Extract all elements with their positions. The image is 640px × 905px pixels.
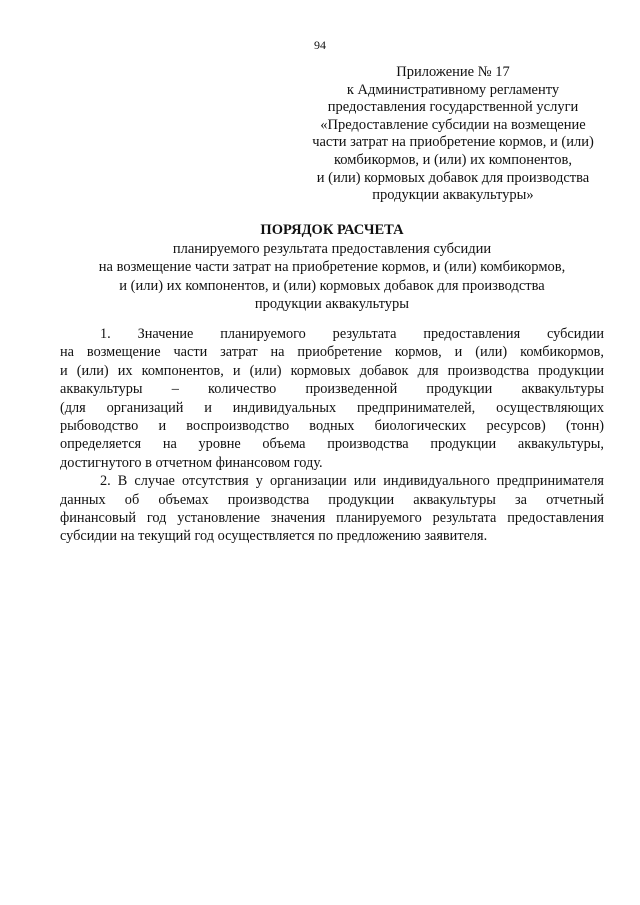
document-title: ПОРЯДОК РАСЧЕТА (260, 222, 404, 238)
paragraph-line: рыбоводство и воспроизводство водных биологических ресурсов) (тонн) (60, 418, 604, 435)
paragraph-line: данных об объемах производства продукции аквакультуры за отчетный (60, 491, 604, 508)
subtitle-line: на возмещение части затрат на приобретение кормов, и (или) комбикормов, (98, 259, 566, 276)
paragraph-line: и (или) их компонентов, и (или) кормовых добавок для производства продукции (60, 362, 604, 379)
subtitle-line: планируемого результата предоставления субсидии (172, 241, 492, 257)
paragraph-2 (60, 472, 604, 546)
document-subtitle (60, 240, 604, 313)
paragraph-line: финансовый год установление значения планируемого результата предоставления (60, 510, 604, 527)
appendix-line: к Административному регламенту (346, 81, 560, 98)
title-block (60, 221, 604, 313)
appendix-line: Приложение № 17 (396, 64, 510, 80)
paragraph-line: (для организаций и индивидуальных предпринимателей, осуществляющих (60, 399, 604, 416)
appendix-line: комбикормов, и (или) их компонентов, (333, 151, 573, 168)
appendix-line: и (или) кормовых добавок для производства (316, 169, 590, 186)
subtitle-line: и (или) их компонентов, и (или) кормовых добавок для производства (119, 277, 545, 294)
paragraph-line: 1. Значение планируемого результата предоставления субсидии (100, 326, 604, 342)
appendix-header (300, 64, 606, 205)
appendix-line: «Предоставление субсидии на возмещение (320, 116, 586, 133)
paragraph-line: определяется на уровне объема производства продукции аквакультуры, (60, 436, 604, 453)
page-number: 94 (314, 38, 326, 52)
paragraph-line: на возмещение части затрат на приобретение кормов, и (или) комбикормов, (60, 344, 604, 361)
paragraph-line: аквакультуры – количество произведенной продукции аквакультуры (60, 381, 604, 398)
appendix-line: части затрат на приобретение кормов, и (или) (312, 134, 594, 151)
paragraph-line: 2. В случае отсутствия у организации или индивидуального предпринимателя (100, 473, 604, 490)
paragraph-line: субсидии на текущий год осуществляется по предложению заявителя. (60, 528, 488, 545)
paragraph-line: достигнутого в отчетном финансовом году. (60, 454, 323, 471)
appendix-line: предоставления государственной услуги (327, 99, 579, 116)
appendix-line: продукции аквакультуры» (372, 187, 534, 204)
paragraph-1 (60, 325, 604, 472)
subtitle-line: продукции аквакультуры (254, 295, 410, 312)
document-body (60, 325, 604, 546)
